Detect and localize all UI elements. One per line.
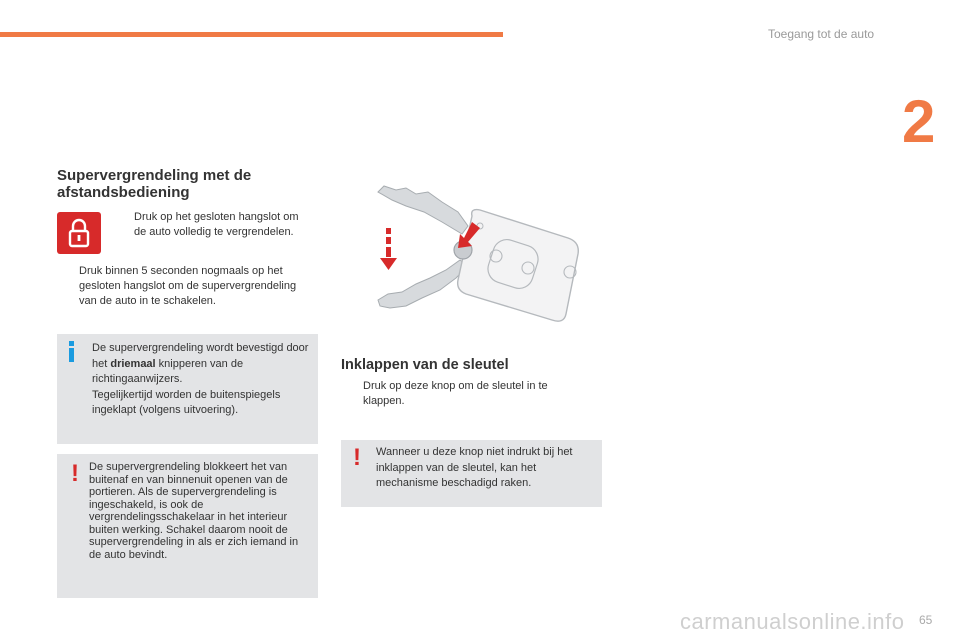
warning-icon: !	[71, 460, 79, 487]
info-note	[57, 334, 318, 444]
info-note-line2: Tegelijkertijd worden de buitenspiegels ingeklapt (volgens uitvoering).	[92, 388, 281, 416]
info-note-text-part: knipperen van de richtingaanwijzers.	[92, 357, 244, 385]
watermark: carmanualsonline.info	[680, 609, 905, 634]
key-blade-upper	[378, 186, 468, 234]
chapter-number: 2	[902, 88, 936, 155]
step-text: Druk op deze knop om de sleutel in te klappen.	[363, 380, 548, 407]
step-text: Druk op het gesloten hangslot om de auto volledig te vergrendelen.	[134, 211, 299, 238]
warning-note-superlocking	[57, 454, 318, 598]
step-fold-key	[341, 379, 581, 409]
step-lock-twice	[57, 264, 297, 309]
info-note-text	[92, 341, 312, 419]
section-title-fold-key: Inklappen van de sleutel	[341, 357, 509, 373]
info-icon	[67, 341, 77, 362]
fold-direction-arrow-icon	[380, 228, 397, 270]
info-note-bold: driemaal	[110, 357, 156, 370]
warning-note-text: Wanneer u deze knop niet indrukt bij het inklappen van de sleutel, kan het mechanisme beschadigd raken.	[376, 446, 573, 489]
header-accent-bar	[0, 32, 503, 37]
step-lock-once	[112, 210, 312, 240]
key-fold-illustration	[372, 182, 592, 332]
lock-button-illustration	[57, 212, 101, 254]
warning-note-fold-key	[341, 440, 602, 507]
key-blade-lower	[378, 260, 468, 308]
info-note-text-part: De supervergrendeling wordt bevestigd door het	[92, 342, 309, 370]
section-title-superlocking: Supervergrendeling met de afstandsbediening	[57, 167, 252, 201]
warning-note-text: De supervergrendeling blokkeert het van buitenaf en van binnenuit openen van de portieren. Als de supervergrendeling is ingeschakeld, is ook de vergrendelingsschakelaar in het interieur buiten werking. Schakel daarom nooit de supervergrendeling in als er zich iemand in de auto bevindt.	[89, 461, 299, 561]
step-text: Druk binnen 5 seconden nogmaals op het gesloten hangslot om de supervergrendeling van de auto in te schakelen.	[79, 265, 297, 307]
lock-icon	[57, 212, 101, 254]
header-title: Toegang tot de auto	[768, 27, 875, 41]
warning-icon: !	[353, 444, 361, 471]
page-number: 65	[919, 613, 933, 627]
